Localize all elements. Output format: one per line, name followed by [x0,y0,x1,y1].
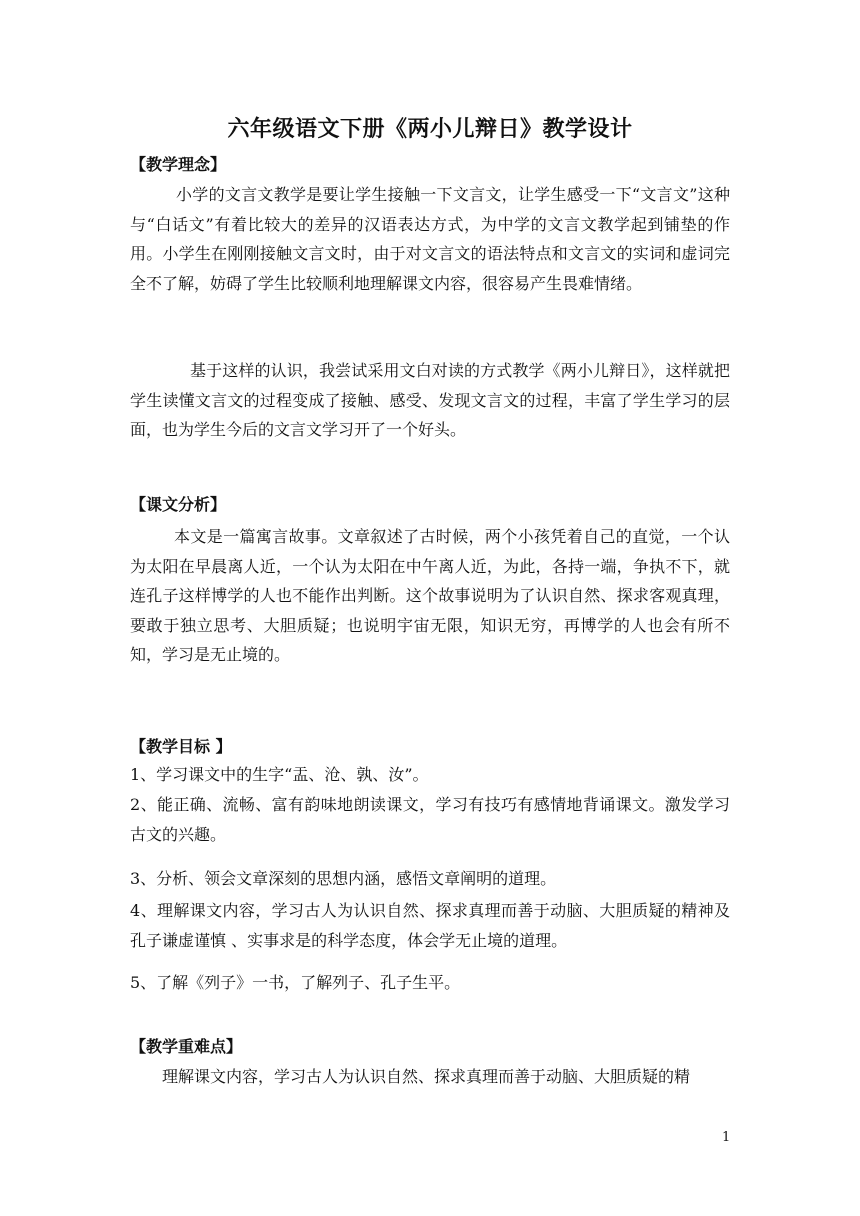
goal-item-5: 5、了解《列子》一书，了解列子、孔子生平。 [130,973,461,992]
goal-item-3: 3、分析、领会文章深刻的思想内涵，感悟文章阐明的道理。 [130,869,557,888]
page-number: 1 [722,1130,731,1145]
paragraph-philosophy-1: 小学的文言文教学是要让学生接触一下文言文，让学生感受一下“文言文”这种与“白话文”有着比较大的差异的汉语表达方式，为中学的文言文教学起到铺垫的作用。小学生在刚刚接触文言文时，由于对文言文的语法特点和文言文的实词和虚词完全不了解，妨碍了学生比较顺利地理解课文内容，很容易产生畏难情绪。 [130,185,730,293]
goal-item-1: 1、学习课文中的生字“盂、沧、孰、汝”。 [130,765,429,784]
paragraph-text-analysis: 本文是一篇寓言故事。文章叙述了古时候，两个小孩凭着自己的直觉，一个认为太阳在早晨离人近，一个认为太阳在中午离人近，为此，各持一端，争执不下，就连孔子这样博学的人也不能作出判断。这个故事说明为了认识自然、探求客观真理，要敢于独立思考、大胆质疑；也说明宇宙无限，知识无穷，再博学的人也会有所不知，学习是无止境的。 [130,527,730,665]
paragraph-philosophy-2: 基于这样的认识，我尝试采用文白对读的方式教学《两小儿辩日》，这样就把学生读懂文言文的过程变成了接触、感受、发现文言文的过程，丰富了学生学习的层面，也为学生今后的文言文学习开了一个好头。 [130,361,730,440]
document-title: 六年级语文下册《两小儿辩日》教学设计 [227,117,633,142]
goal-item-2: 2、能正确、流畅、富有韵味地朗读课文，学习有技巧有感情地背诵课文。激发学习古文的兴趣。 [130,795,730,844]
section-heading-key-points: 【教学重难点】 [130,1037,243,1056]
section-heading-teaching-goals: 【教学目标 】 [130,737,232,756]
paragraph-key-points: 理解课文内容，学习古人为认识自然、探求真理而善于动脑、大胆质疑的精 [162,1067,691,1086]
section-heading-teaching-philosophy: 【教学理念】 [130,155,227,174]
goal-item-4: 4、理解课文内容，学习古人为认识自然、探求真理而善于动脑、大胆质疑的精神及孔子谦虚谨慎 、实事求是的科学态度，体会学无止境的道理。 [130,901,730,950]
section-heading-text-analysis: 【课文分析】 [130,495,227,514]
